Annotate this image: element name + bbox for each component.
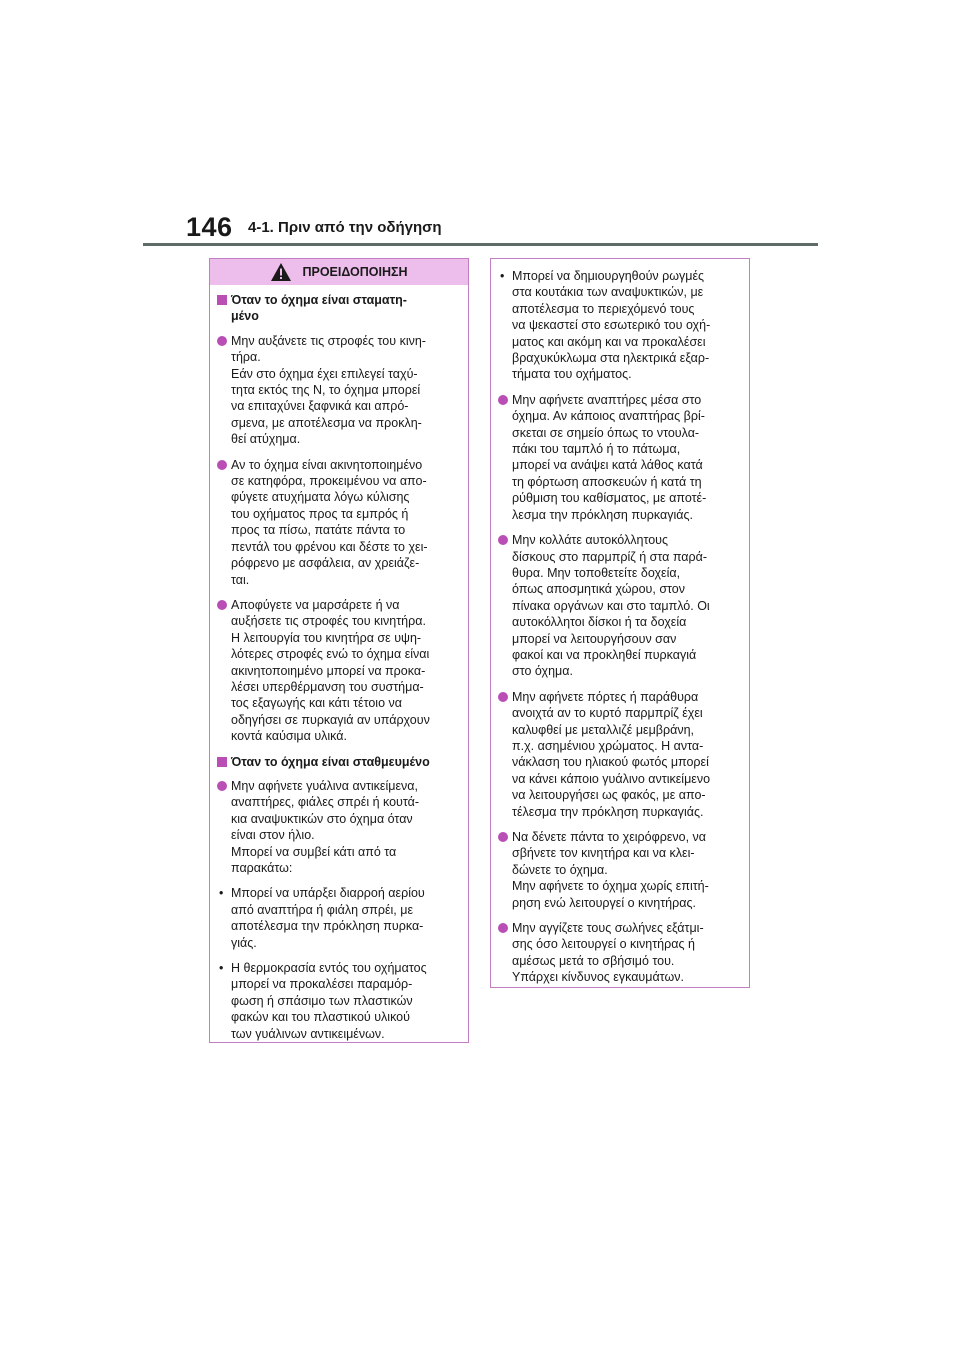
text-line: καλυφθεί με μεταλλιζέ μεμβράνη, — [512, 722, 695, 737]
text-line: τήματα του οχήματος. — [512, 367, 632, 382]
text-line: δίσκους στο παρμπρίζ ή στα παρά- — [512, 549, 707, 564]
text-line: τητα εκτός της N, το όχημα μπορεί — [231, 383, 421, 398]
sub-item — [498, 268, 740, 383]
text-line: Αν το όχημα είναι ακινητοποιημένο — [231, 457, 423, 472]
text-line: όπως αποσμητικά χώρου, στον — [512, 582, 685, 597]
warning-item — [217, 333, 459, 448]
warning-triangle-icon — [270, 262, 292, 282]
text-line: τη φόρτωση αποσκευών ή κατά τη — [512, 474, 702, 489]
text-line: κοντά καύσιμα υλικά. — [231, 729, 347, 744]
text-line: ανοιχτά αν το κυρτό παρμπρίζ έχει — [512, 706, 703, 721]
text-line: αναπτήρες, φιάλες σπρέι ή κουτά- — [231, 795, 420, 810]
text-line: θυρα. Μην τοποθετείτε δοχεία, — [512, 565, 681, 580]
text-line: Μην αφήνετε γυάλινα αντικείμενα, — [231, 778, 418, 793]
warning-item — [217, 457, 459, 588]
text-line: π.χ. ασημένιου χρώματος. Η αντα- — [512, 738, 704, 753]
text-line: ρόφρενο με ασφάλεια, αν χρειάζε- — [231, 556, 420, 571]
text-line: ρύθμιση του καθίσματος, με αποτέ- — [512, 491, 707, 506]
text-line: του οχήματος προς τα εμπρός ή — [231, 506, 409, 521]
text-line: φύγετε ατυχήματα λόγω κύλισης — [231, 490, 410, 505]
text-line: Εάν στο όχημα έχει επιλεγεί ταχύ- — [231, 366, 418, 381]
warning-item — [498, 392, 740, 523]
text-line: Η λειτουργία του κινητήρα σε υψη- — [231, 630, 422, 645]
text-line: • Μπορεί να δημιουργηθούν ρωγμές — [512, 269, 705, 283]
text-line: σβήνετε τον κινητήρα και να κλει- — [512, 846, 695, 861]
warning-content-right — [491, 259, 749, 986]
text-line: όχημα. Αν κάποιος αναπτήρας βρί- — [512, 409, 705, 424]
text-line: σμενα, με αποτέλεσμα να προκλη- — [231, 415, 422, 430]
text-line: είναι στον ήλιο. — [231, 828, 315, 843]
warning-item — [498, 829, 740, 911]
text-line: Αποφύγετε να μαρσάρετε ή να — [231, 597, 400, 612]
text-line: φωση ή σπάσιμο των πλαστικών — [231, 993, 413, 1008]
text-line: λέσει υπερθέρμανση του συστήμα- — [231, 679, 424, 694]
text-line: τος εξαγωγής και κάτι τέτοιο να — [231, 696, 402, 711]
warning-item — [498, 920, 740, 986]
header-rule — [143, 243, 818, 246]
text-line: Μην αυξάνετε τις στροφές του κινη- — [231, 333, 426, 348]
text-line: Μην αφήνετε το όχημα χωρίς επιτή- — [512, 879, 709, 894]
text-line: από αναπτήρα ή φιάλη σπρέι, με — [231, 902, 414, 917]
text-line: δώνετε το όχημα. — [512, 862, 608, 877]
text-line: πάκι του ταμπλό ή το πάτωμα, — [512, 442, 681, 457]
warning-box-right — [490, 258, 750, 988]
sub-item — [217, 885, 459, 951]
text-line: Μπορεί να συμβεί κάτι από τα — [231, 844, 397, 859]
text-line: ακινητοποιημένο μπορεί να προκα- — [231, 663, 426, 678]
text-line: Να δένετε πάντα το χειρόφρενο, να — [512, 830, 707, 844]
text-line: λότερες στροφές ενώ το όχημα είναι — [231, 647, 430, 662]
text-line: βραχυκύκλωμα στα ηλεκτρικά εξαρ- — [512, 351, 710, 366]
text-line: μπορεί να ανάψει κατά λάθος κατά — [512, 458, 703, 473]
text-line: γιάς. — [231, 935, 257, 950]
text-line: αυτοκόλλητοι δίσκοι ή τα δοχεία — [512, 615, 687, 630]
text-line: Υπάρχει κίνδυνος εγκαυμάτων. — [512, 970, 684, 985]
text-line: ρηση ενώ λειτουργεί ο κινητήρας. — [512, 895, 696, 910]
warning-item — [498, 689, 740, 820]
text-line: να κάνει κάποιο γυάλινο αντικείμενο — [512, 771, 711, 786]
warning-banner — [210, 259, 468, 285]
warning-item — [498, 532, 740, 680]
text-line: τέλεσμα την πρόκληση πυρκαγιάς. — [512, 804, 704, 819]
text-line: νάκλαση του ηλιακού φωτός μπορεί — [512, 755, 709, 770]
text-line: θεί ατύχημα. — [231, 432, 301, 447]
text-line: σε κατηφόρα, προκειμένου να απο- — [231, 474, 427, 489]
text-line: προς τα πίσω, πατάτε πάντα το — [231, 523, 406, 538]
text-line: αποτέλεσμα την πρόκληση πυρκα- — [231, 919, 424, 934]
text-line: Μην αφήνετε πόρτες ή παράθυρα — [512, 689, 699, 704]
text-line: ται. — [231, 572, 250, 587]
text-line: Μην κολλάτε αυτοκόλλητους — [512, 533, 669, 548]
text-line: μπορεί να λειτουργήσουν σαν — [512, 631, 677, 646]
text-line: να λειτουργήσει ως φακός, με απο- — [512, 788, 706, 803]
text-line: φακών και του πλαστικού υλικού — [231, 1010, 410, 1025]
text-line: τήρα. — [231, 350, 261, 365]
text-line: μπορεί να προκαλέσει παραμόρ- — [231, 977, 413, 992]
warning-item — [217, 778, 459, 876]
warning-box-left — [209, 258, 469, 1043]
text-line: πεντάλ του φρένου και δέστε το χει- — [231, 539, 428, 554]
text-line: φακοί και να προκληθεί πυρκαγιά — [512, 647, 697, 662]
text-line: των γυάλινων αντικειμένων. — [231, 1026, 385, 1041]
text-line: να επιταχύνει ξαφνικά και απρό- — [231, 399, 409, 414]
text-line: Όταν το όχημα είναι σταματη- — [231, 293, 407, 307]
page-number: 146 — [186, 212, 233, 242]
text-line: • Μπορεί να υπάρξει διαρροή αερίου — [231, 886, 425, 901]
text-line: κια αναψυκτικών στο όχημα όταν — [231, 811, 413, 826]
subsection-heading — [217, 754, 459, 770]
text-line: ματος και ακόμη και να προκαλέσει — [512, 334, 706, 349]
text-line: Μην αγγίζετε τους σωλήνες εξάτμι- — [512, 921, 704, 936]
text-line: αποτέλεσμα το περιεχόμενό τους — [512, 301, 695, 316]
text-line: στο όχημα. — [512, 664, 573, 679]
text-line: αυξήσετε τις στροφές του κινητήρα. — [231, 614, 426, 629]
text-line: να ψεκαστεί στο εσωτερικό του οχή- — [512, 318, 711, 333]
subsection-heading — [217, 292, 459, 325]
text-line: παρακάτω: — [231, 861, 293, 875]
text-line: στα κουτάκια των αναψυκτικών, με — [512, 285, 704, 300]
text-line: λεσμα την πρόκληση πυρκαγιάς. — [512, 507, 693, 522]
text-line: σης όσο λειτουργεί ο κινητήρας ή — [512, 937, 695, 952]
text-line: πίνακα οργάνων και στο ταμπλό. Οι — [512, 598, 710, 613]
text-line: Μην αφήνετε αναπτήρες μέσα στο — [512, 392, 702, 407]
warning-item — [217, 597, 459, 745]
sub-item — [217, 960, 459, 1042]
warning-title: ΠΡΟΕΙΔΟΠΟΙΗΣΗ — [302, 265, 408, 279]
text-line: • Η θερμοκρασία εντός του οχήματος — [231, 961, 427, 976]
text-line: Όταν το όχημα είναι σταθμευμένο — [231, 754, 430, 769]
warning-content-left — [210, 285, 468, 1042]
text-line: σκεται σε σημείο όπως το ντουλα- — [512, 425, 700, 440]
section-title: 4-1. Πριν από την οδήγηση — [248, 219, 442, 236]
text-line: οδηγήσει σε πυρκαγιά αν υπάρχουν — [231, 712, 430, 727]
text-line: μένο — [231, 309, 259, 324]
text-line: αμέσως μετά το σβήσιμό του. — [512, 953, 675, 968]
